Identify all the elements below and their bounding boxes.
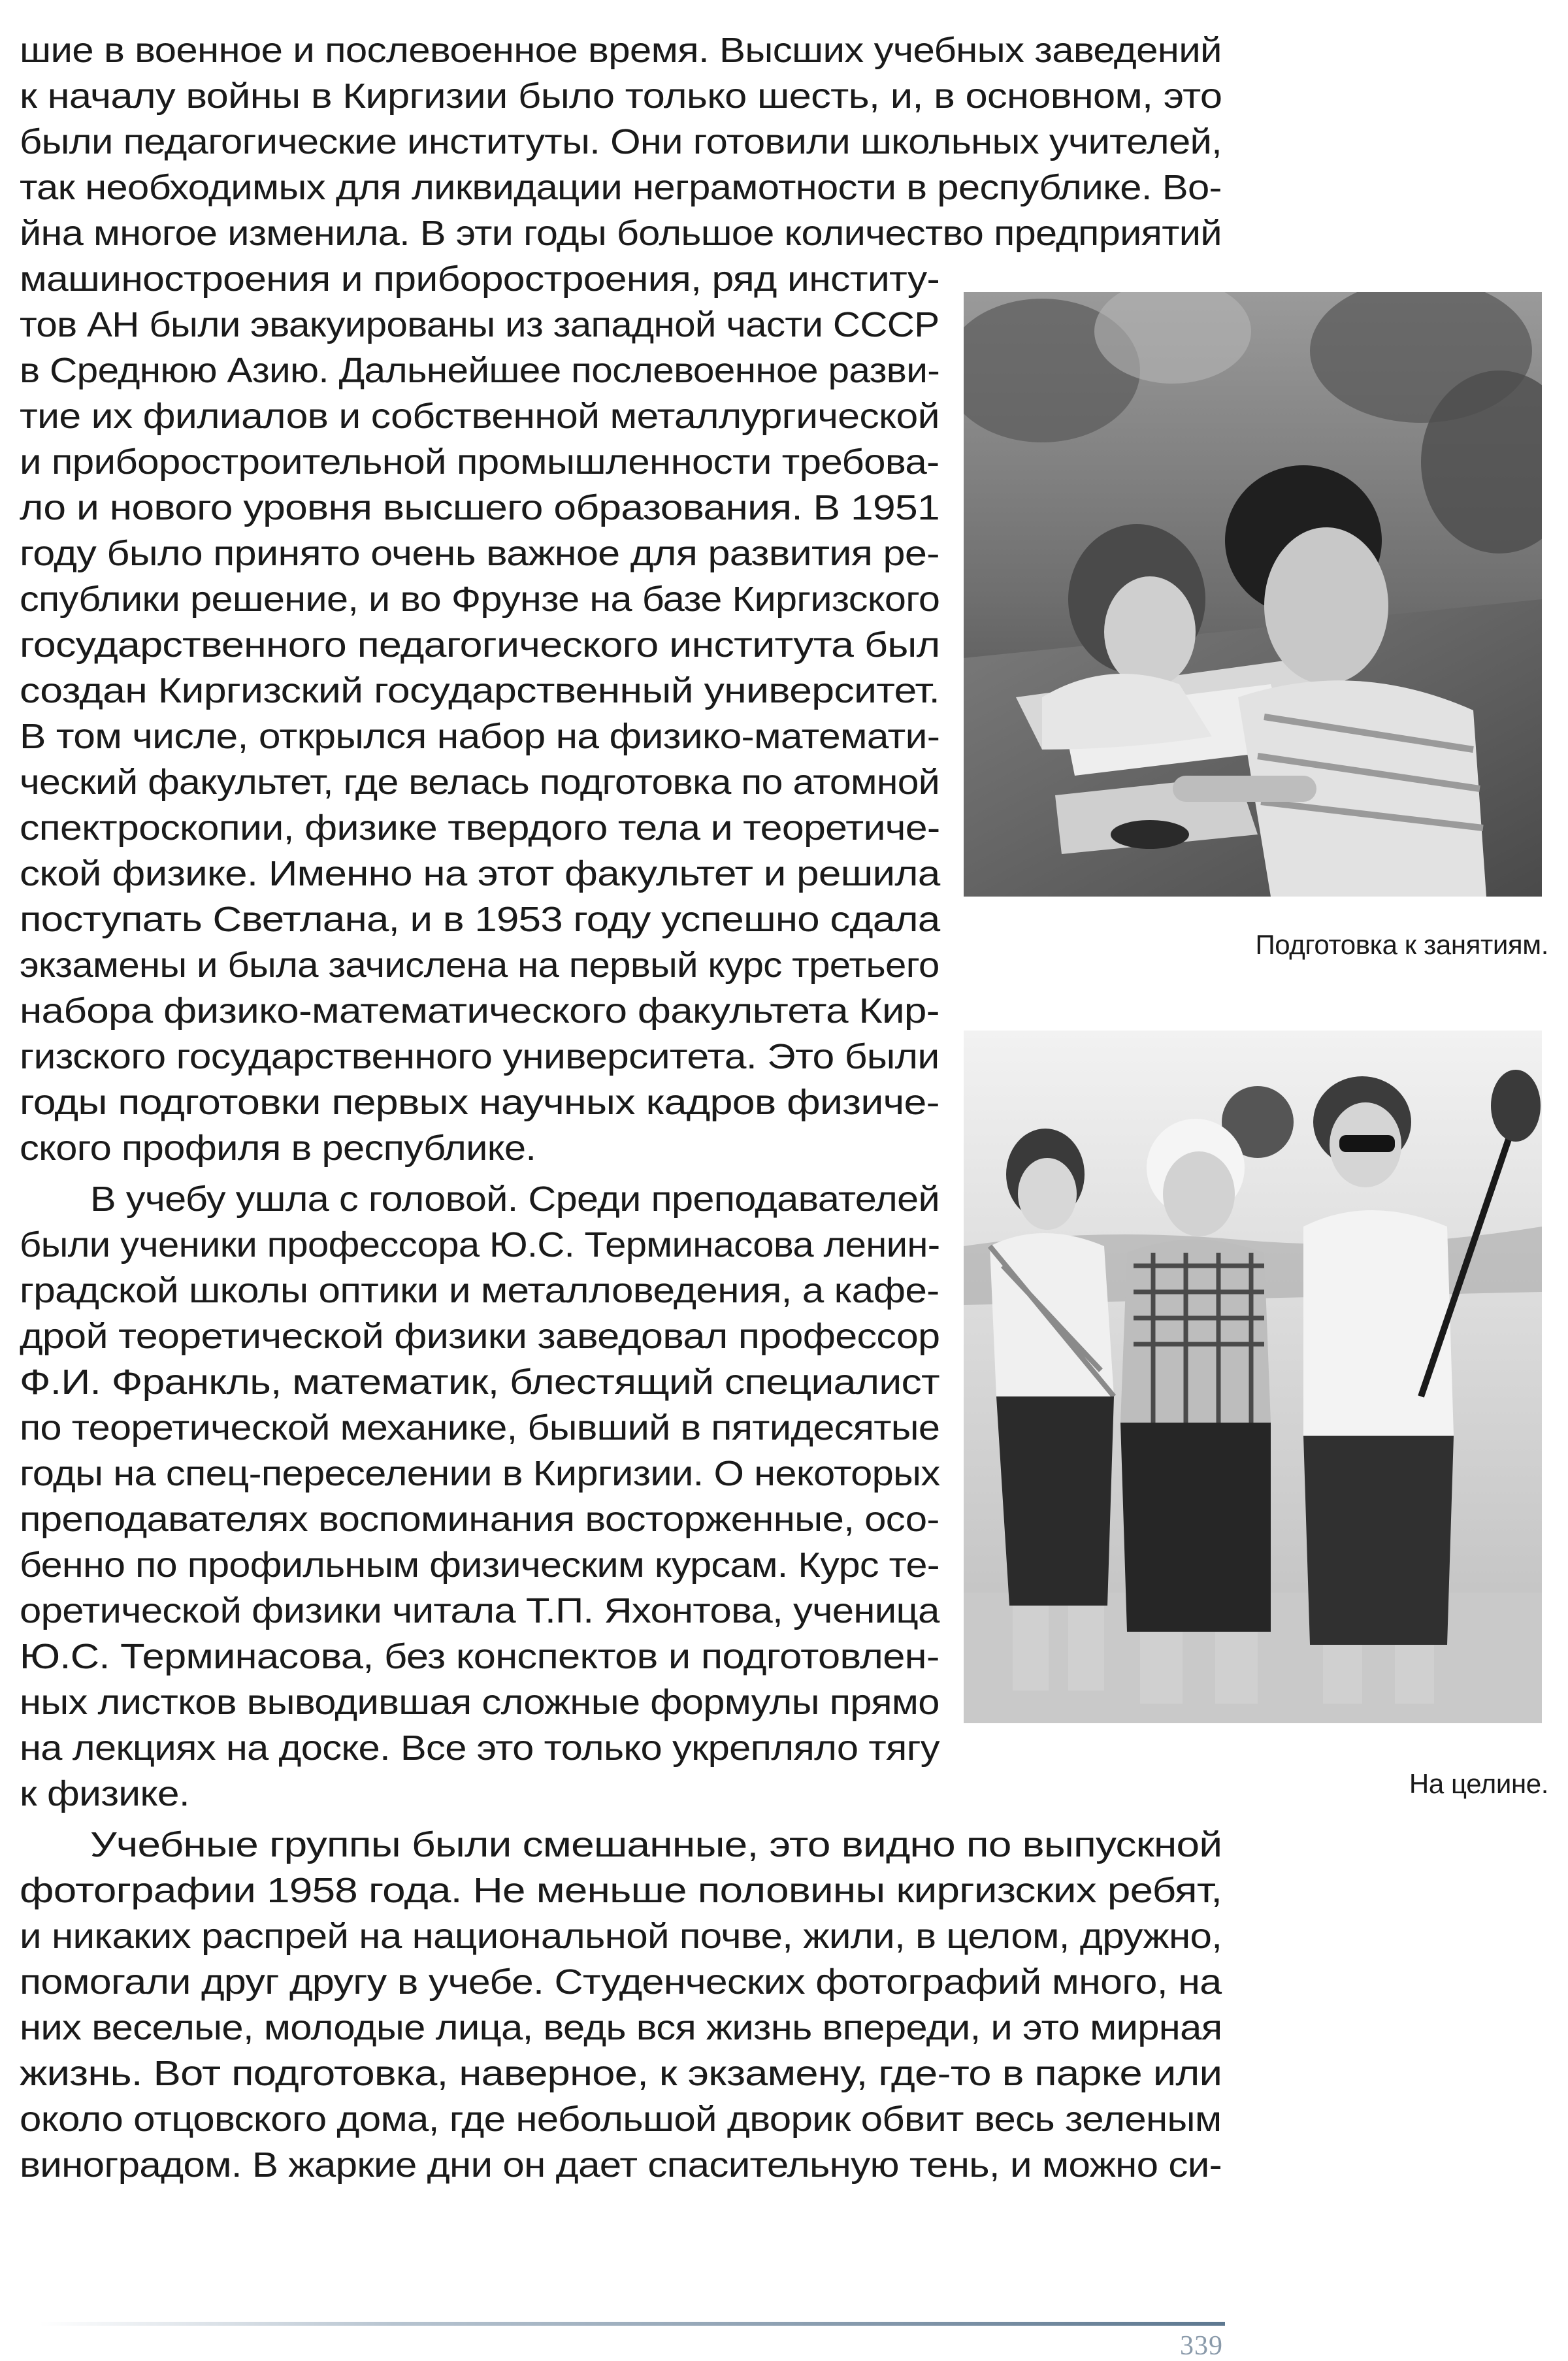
text-line: шие в военное и послевоенное время. Высших учебных заведений <box>20 31 1222 70</box>
text-line: государственного педагогического института был <box>20 625 940 665</box>
photo-group <box>964 1031 1542 1723</box>
text-line: градской школы оптики и металловедения, а кафе- <box>20 1271 939 1310</box>
text-line: поступать Светлана, и в 1953 году успешно сдала <box>20 900 940 939</box>
text-line: помогали друг другу в учебе. Студенческих фотографий много, на <box>20 1962 1222 2002</box>
text-line: ского профиля в республике. <box>20 1129 536 1168</box>
text-line: тие их филиалов и собственной металлургической <box>20 397 939 436</box>
text-line: оретической физики читала Т.П. Яхонтова, ученица <box>20 1591 939 1630</box>
text-line: ческий факультет, где велась подготовка по атомной <box>20 763 940 802</box>
text-line: так необходимых для ликвидации неграмотности в республике. Во- <box>20 168 1222 207</box>
caption-group: На целине. <box>1409 1768 1548 1799</box>
text-line: и никаких распрей на национальной почве, жили, в целом, дружно, <box>20 1917 1222 1956</box>
text-line: тов АН были эвакуированы из западной части СССР <box>20 305 939 344</box>
paragraph-first-line: Учебные группы были смешанные, это видно по выпускной <box>90 1825 1222 1864</box>
text-line: гизского государственного университета. Это были <box>20 1037 939 1076</box>
text-line: бенно по профильным физическим курсам. Курс те- <box>20 1545 939 1585</box>
footer-rule <box>39 2322 1225 2326</box>
text-line: были ученики профессора Ю.С. Терминасова ленин- <box>20 1225 940 1264</box>
text-line: ской физике. Именно на этот факультет и решила <box>20 854 940 893</box>
caption-studying: Подготовка к занятиям. <box>1255 929 1548 960</box>
text-line: создан Киргизский государственный университет. <box>20 671 940 710</box>
text-line: них веселые, молодые лица, ведь вся жизнь впереди, и это мирная <box>20 2008 1222 2047</box>
text-line: йна многое изменила. В эти годы большое количество предприятий <box>20 214 1222 253</box>
text-line: фотографии 1958 года. Не меньше половины киргизских ребят, <box>20 1871 1222 1910</box>
text-line: Ю.С. Терминасова, без конспектов и подготовлен- <box>20 1637 939 1676</box>
text-line: дрой теоретической физики заведовал профессор <box>20 1317 940 1356</box>
text-line: годы на спец-переселении в Киргизии. О некоторых <box>20 1454 940 1493</box>
text-line: около отцовского дома, где небольшой дворик обвит весь зеленым <box>20 2100 1222 2139</box>
text-line: набора физико-математического факультета Кир- <box>20 991 939 1031</box>
text-line: к физике. <box>20 1774 190 1813</box>
text-line: ло и нового уровня высшего образования. В 1951 <box>20 488 939 527</box>
photo-studying-image <box>964 292 1542 897</box>
paragraph-first-line: В учебу ушла с головой. Среди преподавателей <box>90 1180 940 1219</box>
text-line: на лекциях на доске. Все это только укрепляло тягу <box>20 1728 939 1768</box>
text-line: спублики решение, и во Фрунзе на базе Киргизского <box>20 580 940 619</box>
text-line: к началу войны в Киргизии было только шесть, и, в основном, это <box>20 76 1222 116</box>
text-line: виноградом. В жаркие дни он дает спасительную тень, и можно си- <box>20 2145 1222 2185</box>
text-line: в Среднюю Азию. Дальнейшее послевоенное разви- <box>20 351 940 390</box>
text-line: экзамены и была зачислена на первый курс третьего <box>20 946 939 985</box>
text-line: и приборостроительной промышленности требова- <box>20 442 939 482</box>
text-line: ных листков выводившая сложные формулы прямо <box>20 1683 939 1722</box>
text-line: годы подготовки первых научных кадров физиче- <box>20 1083 939 1122</box>
text-line: машиностроения и приборостроения, ряд институ- <box>20 259 940 299</box>
photo-group-image <box>964 1031 1542 1723</box>
photo-studying <box>964 292 1542 897</box>
text-line: В том числе, открылся набор на физико-математи- <box>20 717 940 756</box>
page-number: 339 <box>1180 2331 1223 2361</box>
text-line: преподавателях воспоминания восторженные, осо- <box>20 1500 939 1539</box>
text-line: Ф.И. Франкль, математик, блестящий специалист <box>20 1362 939 1402</box>
text-line: спектроскопии, физике твердого тела и теоретиче- <box>20 808 940 848</box>
text-line: были педагогические институты. Они готовили школьных учителей, <box>20 122 1222 161</box>
text-line: году было принято очень важное для развития ре- <box>20 534 939 573</box>
text-line: жизнь. Вот подготовка, наверное, к экзамену, где-то в парке или <box>20 2054 1222 2093</box>
text-line: по теоретической механике, бывший в пятидесятые <box>20 1408 940 1447</box>
